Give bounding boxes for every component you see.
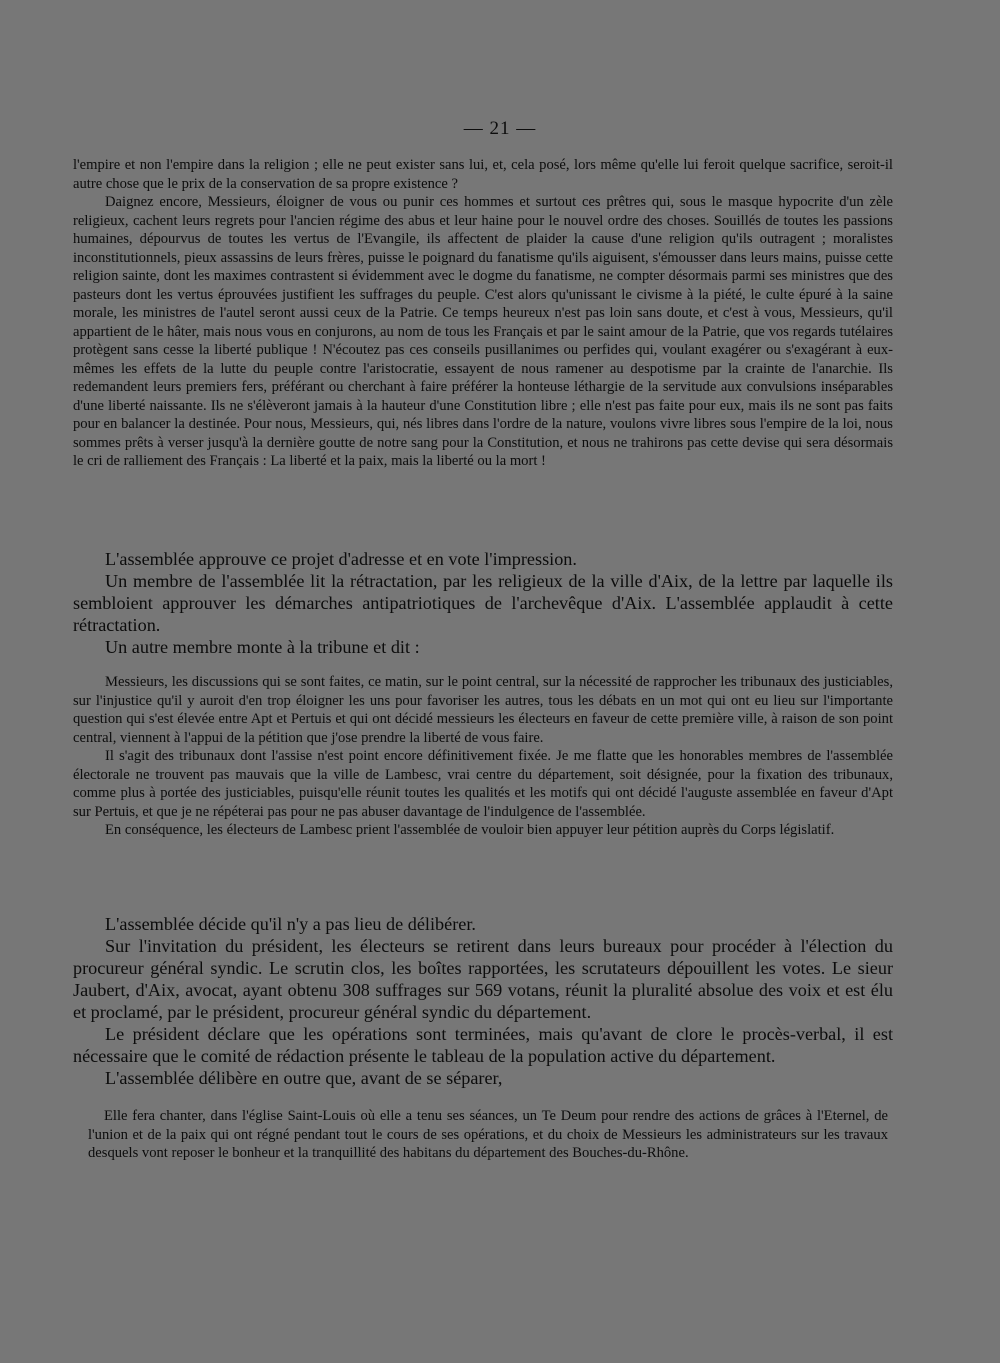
resolution-paragraph: Elle fera chanter, dans l'église Saint-Louis où elle a tenu ses séances, un Te Deum pour rendre des actions de grâces à l'Eternel, de l'union et de la paix qui ont régné pendant tout le cours de ses opérations, et du choix de Messieurs les administrateurs sur les travaux desquels vont reposer le bonheur et la tranquillité des habitans du département des Bouches-du-Rhône.: [88, 1108, 888, 1161]
minutes-paragraph: Un membre de l'assemblée lit la rétractation, par les religieux de la ville d'Aix, de la lettre par laquelle ils sembloient approuver les démarches antipatriotiques de l'archevêque d'Aix. L'assemblée applaudit à cette rétractation.: [73, 571, 893, 635]
speech-text: [73, 673, 893, 840]
resolution-text: [88, 1107, 888, 1163]
minutes-paragraph: Sur l'invitation du président, les électeurs se retirent dans leurs bureaux pour procéder à l'élection du procureur général syndic. Le scrutin clos, les boîtes rapportées, les scrutateurs dépouillent les votes. Le sieur Jaubert, d'Aix, avocat, ayant obtenu 308 suffrages sur 569 votans, réunit la pluralité absolue des voix et est élu et proclamé, par le président, procureur général syndic du département.: [73, 936, 893, 1022]
minutes-paragraph: L'assemblée décide qu'il n'y a pas lieu de délibérer.: [105, 914, 476, 934]
speech-paragraph: Messieurs, les discussions qui se sont faites, ce matin, sur le point central, sur la nécessité de rapprocher les tribunaux des justiciables, sur l'injustice qu'il y auroit d'en trop éloigner les uns pour favoriser les autres, tous les débats en un mot qui ont eu lieu sur l'importante question qui s'est élevée entre Apt et Pertuis et qui ont décidé messieurs les électeurs en faveur de cette première ville, à raison de son point central, viennent à l'appui de la pétition que j'ose prendre la liberté de vous faire.: [73, 674, 893, 746]
speech-paragraph: En conséquence, les électeurs de Lambesc prient l'assemblée de vouloir bien appuyer leur pétition auprès du Corps législatif.: [105, 822, 835, 838]
speech-paragraph: Il s'agit des tribunaux dont l'assise n'est point encore définitivement fixée. Je me flatte que les honorables membres de l'assemblée électorale ne trouvent pas mauvais que la ville de Lambesc, vrai centre du département, soit désignée, pour la fixation des tribunaux, comme plus à portée des justiciables, puisqu'elle réunit toutes les qualités et les motifs qui ont décidé l'auguste assemblée en faveur d'Apt sur Pertuis, et que je ne répéterai pas pour ne pas abuser davantage de l'indulgence de l'assemblée.: [73, 748, 893, 820]
minutes-paragraph: Un autre membre monte à la tribune et dit :: [105, 637, 420, 657]
minutes-paragraph: L'assemblée approuve ce projet d'adresse et en vote l'impression.: [105, 549, 577, 569]
address-paragraph: Daignez encore, Messieurs, éloigner de vous ou punir ces hommes et surtout ces prêtres qui, sous le masque hypocrite d'un zèle religieux, cachent leurs regrets pour l'ancien régime des abus et leur haine pour le nouvel ordre des choses. Souillés de toutes les passions humaines, dépourvus de toutes les vertus de l'Evangile, ils affectent de plaider la cause d'une religion qu'ils outragent ; moralistes inconstitutionnels, pieux assassins de leurs frères, puisse le poignard du fanatisme qu'ils aiguisent, s'émousser dans leurs mains, puisse cette religion sainte, dont les maximes contrastent si évidemment avec le dogme du fanatisme, ne compter désormais parmi ses ministres que des pasteurs dont les vertus éprouvées justifient les suffrages du peuple. C'est alors qu'unissant le civisme à la piété, le culte épuré à la saine morale, les ministres de l'autel seront aussi ceux de la Patrie. Ce temps heureux n'est pas loin sans doute, et c'est à vous, Messieurs, qu'il appartient de le hâter, mais nous vous en conjurons, au nom de tous les Français et par le saint amour de la Patrie, que vos regards tutélaires protègent sans cesse la liberté publique ! N'écoutez pas ces conseils pusillanimes ou perfides qui, voulant exagérer ou s'exagérant à eux-mêmes les effets de la lutte du peuple contre l'aristocratie, essayent de nous ramener au despotisme par la crainte de l'anarchie. Ils redemandent leurs premiers fers, préférant ou cherchant à faire préférer la honteuse léthargie de la servitude aux convulsions inséparables d'une liberté naissante. Ils ne s'élèveront jamais à la hauteur d'une Constitution libre ; elle n'est pas faite pour eux, mais ils ne sont pas faits pour en balancer la destinée. Pour nous, Messieurs, qui, nés libres dans l'ordre de la nature, voulons vivre libres sous l'empire de la loi, nous sommes prêts à verser jusqu'à la dernière goutte de notre sang pour la Constitution, et nous ne trahirons pas cette devise qui sera désormais le cri de ralliement des Français : La liberté et la paix, mais la liberté ou la mort !: [73, 194, 893, 469]
minutes-section-1: [73, 548, 893, 658]
page-number: — 21 —: [463, 118, 537, 139]
address-paragraph: l'empire et non l'empire dans la religion ; elle ne peut exister sans lui, et, cela posé, lors même qu'elle lui feroit quelque sacrifice, seroit-il autre chose que le prix de la conservation de sa propre existence ?: [73, 157, 893, 192]
minutes-section-2: [73, 913, 893, 1089]
address-text: [73, 156, 893, 471]
minutes-paragraph: Le président déclare que les opérations sont terminées, mais qu'avant de clore le procès-verbal, il est nécessaire que le comité de rédaction présente le tableau de la population active du département.: [73, 1024, 893, 1066]
minutes-paragraph: L'assemblée délibère en outre que, avant de se séparer,: [105, 1068, 503, 1088]
